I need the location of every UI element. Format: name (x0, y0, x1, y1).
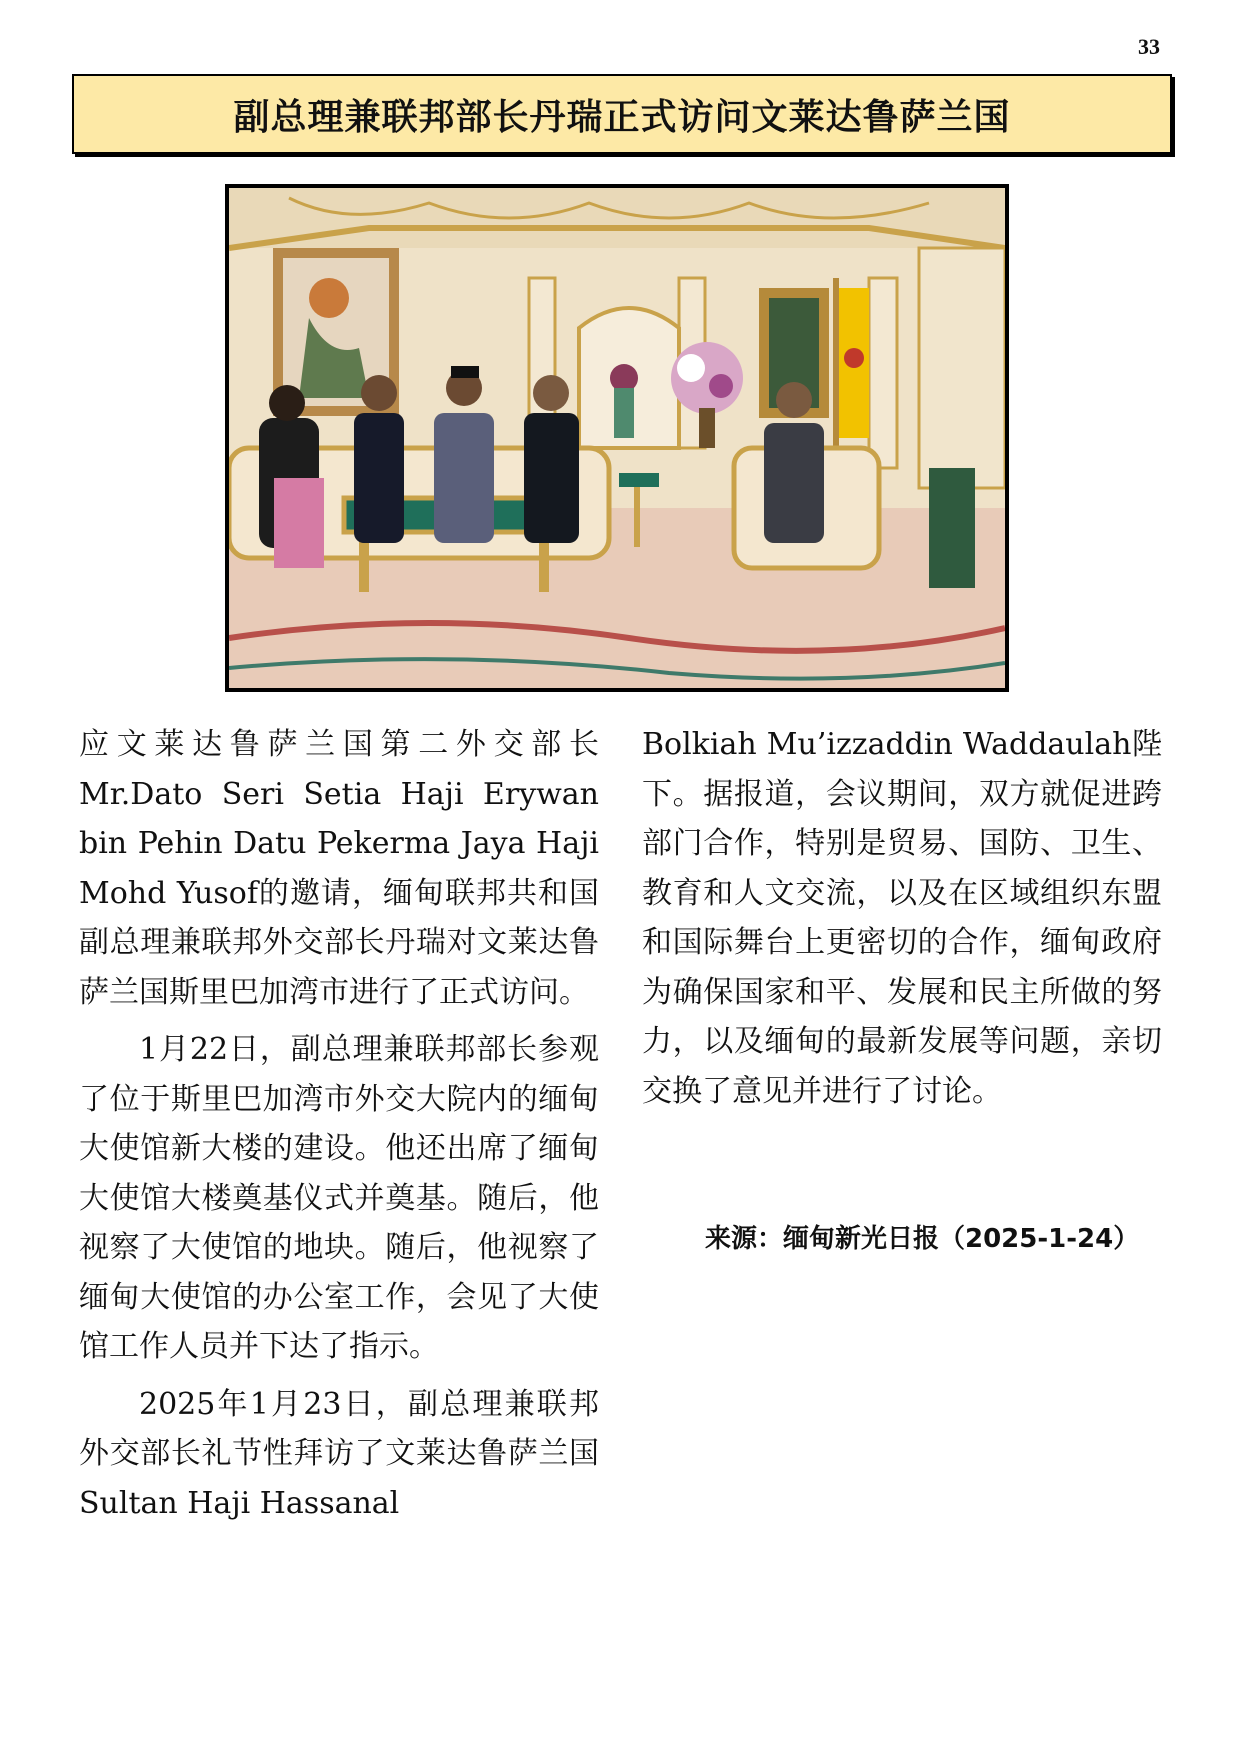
title-banner (72, 74, 1172, 154)
page-title: 副总理兼联邦部长丹瑞正式访问文莱达鲁萨兰国 (233, 96, 1011, 138)
article-paragraph: 2025年1月23日，副总理兼联邦外交部长礼节性拜访了文莱达鲁萨兰国Sultan Haji Hassanal (79, 1386, 599, 1521)
article-column-right (642, 720, 1162, 1124)
page-number: 33 (1138, 34, 1160, 59)
article-column-left (79, 720, 599, 1536)
source-citation: 来源：缅甸新光日报（2025-1-24） (705, 1224, 1140, 1254)
article-photo (225, 184, 1009, 692)
photo-meeting-icon (229, 188, 1005, 688)
article-paragraph: 1月22日，副总理兼联邦部长参观了位于斯里巴加湾市外交大院内的缅甸大使馆新大楼的建设。他还出席了缅甸大使馆大楼奠基仪式并奠基。随后，他视察了大使馆的地块。随后，他视察了缅甸大使馆的办公室工作，会见了大使馆工作人员并下达了指示。 (79, 1032, 599, 1364)
article-paragraph: Bolkiah Mu’izzaddin Waddaulah陛下。据报道，会议期间，双方就促进跨部门合作，特别是贸易、国防、卫生、教育和人文交流，以及在区域组织东盟和国际舞台上更密切的合作，缅甸政府为确保国家和平、发展和民主所做的努力，以及缅甸的最新发展等问题，亲切交换了意见并进行了讨论。 (642, 727, 1162, 1109)
article-paragraph: 应文莱达鲁萨兰国第二外交部长Mr.Dato Seri Setia Haji Erywan bin Pehin Datu Pekerma Jaya Haji Mohd Yusof的邀请，缅甸联邦共和国副总理兼联邦外交部长丹瑞对文莱达鲁萨兰国斯里巴加湾市进行了正式访问。 (79, 727, 599, 1010)
